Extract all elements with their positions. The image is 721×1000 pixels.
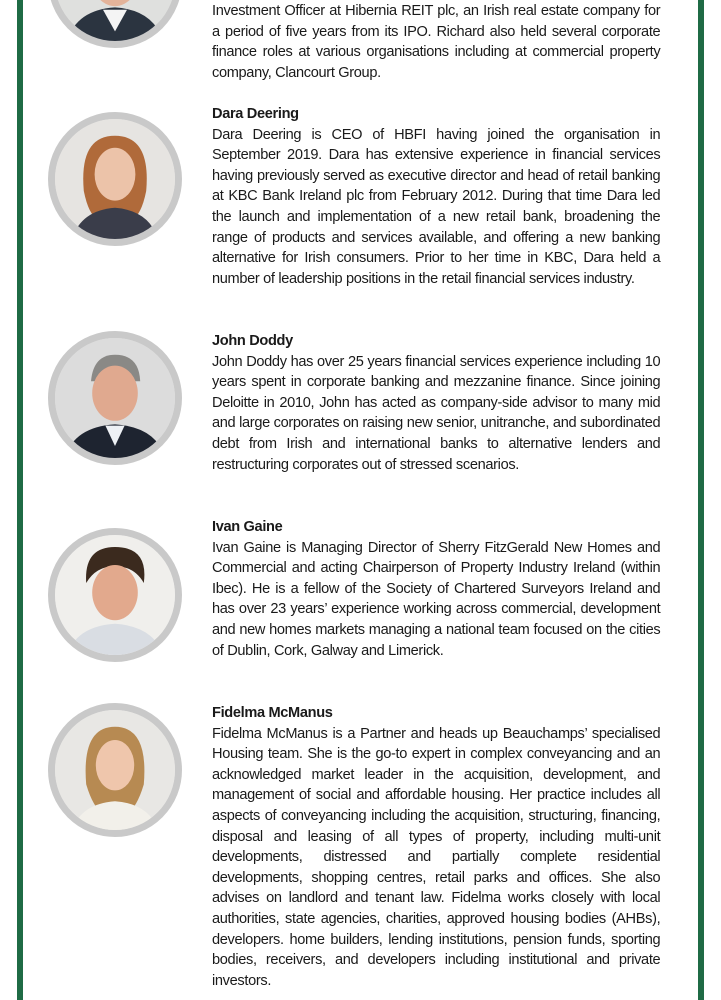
page-border-right [698,0,704,1000]
bio-name: John Doddy [212,332,293,349]
portrait-photo [48,112,182,246]
portrait-photo [48,528,182,662]
bio-text-block [212,703,660,991]
portrait-photo [48,331,182,465]
bio-text-block [212,1,660,83]
portrait-photo [48,0,182,48]
bio-page [40,0,681,1000]
bio-text-block [212,104,660,289]
bio-description: Dara Deering is CEO of HBFI having joined the organisation in September 2019. Dara has extensive experience in financial services having previously served as executive director and head of retail banking at KBC Bank Ireland plc from February 2012. During that time Dara led the launch and implementation of a new retail bank, broadening the range of products and services available, and offering a new banking alternative for Irish consumers. Prior to her time in KBC, Dara held a number of leadership positions in the retail financial services industry. [212,125,661,287]
portrait-photo [48,703,182,837]
bio-text-block [212,517,660,661]
bio-name: Ivan Gaine [212,518,283,535]
bio-description: John Doddy has over 25 years financial services experience including 10 years spent in corporate banking and mezzanine finance. Since joining Deloitte in 2010, John has acted as company-side advisor to many mid and large corporates on raising new senior, unitranche, and subordinated debt from Irish and international banks to alternative lenders and restructuring corporates out of stressed scenarios. [212,352,661,473]
bio-description: Fidelma McManus is a Partner and heads up Beauchamps’ specialised Housing team. She is the go-to expert in complex conveyancing and an acknowledged market leader in the acquisition, development, and management of social and affordable housing. Her practice includes all aspects of conveyancing including the acquisition, structuring, financing, disposal and leasing of all types of property, including multi-unit developments, distressed and partially complete residential developments, shopping centres, retail parks and offices. She also advises on landlord and tenant law. Fidelma works closely with local authorities, state agencies, charities, approved housing bodies (AHBs), developers. home builders, lending institutions, pension funds, sporting bodies, receivers, and developers including institutional and private investors. [212,724,661,989]
bio-name: Fidelma McManus [212,704,333,721]
bio-name: Dara Deering [212,105,299,122]
bio-description: Investment Officer at Hibernia REIT plc, an Irish real estate company for a period of five years from its IPO. Richard also held several corporate finance roles at various organisations including at commercial property company, Clancourt Group. [212,2,661,81]
bio-text-block [212,331,660,475]
bio-description: Ivan Gaine is Managing Director of Sherry FitzGerald New Homes and Commercial and acting Chairperson of Property Industry Ireland (within Ibec). He is a fellow of the Society of Chartered Surveyors Ireland and has over 23 years’ experience working across commercial, development and new homes markets managing a national team focused on the cities of Dublin, Cork, Galway and Limerick. [212,538,661,659]
page-border-left [17,0,23,1000]
